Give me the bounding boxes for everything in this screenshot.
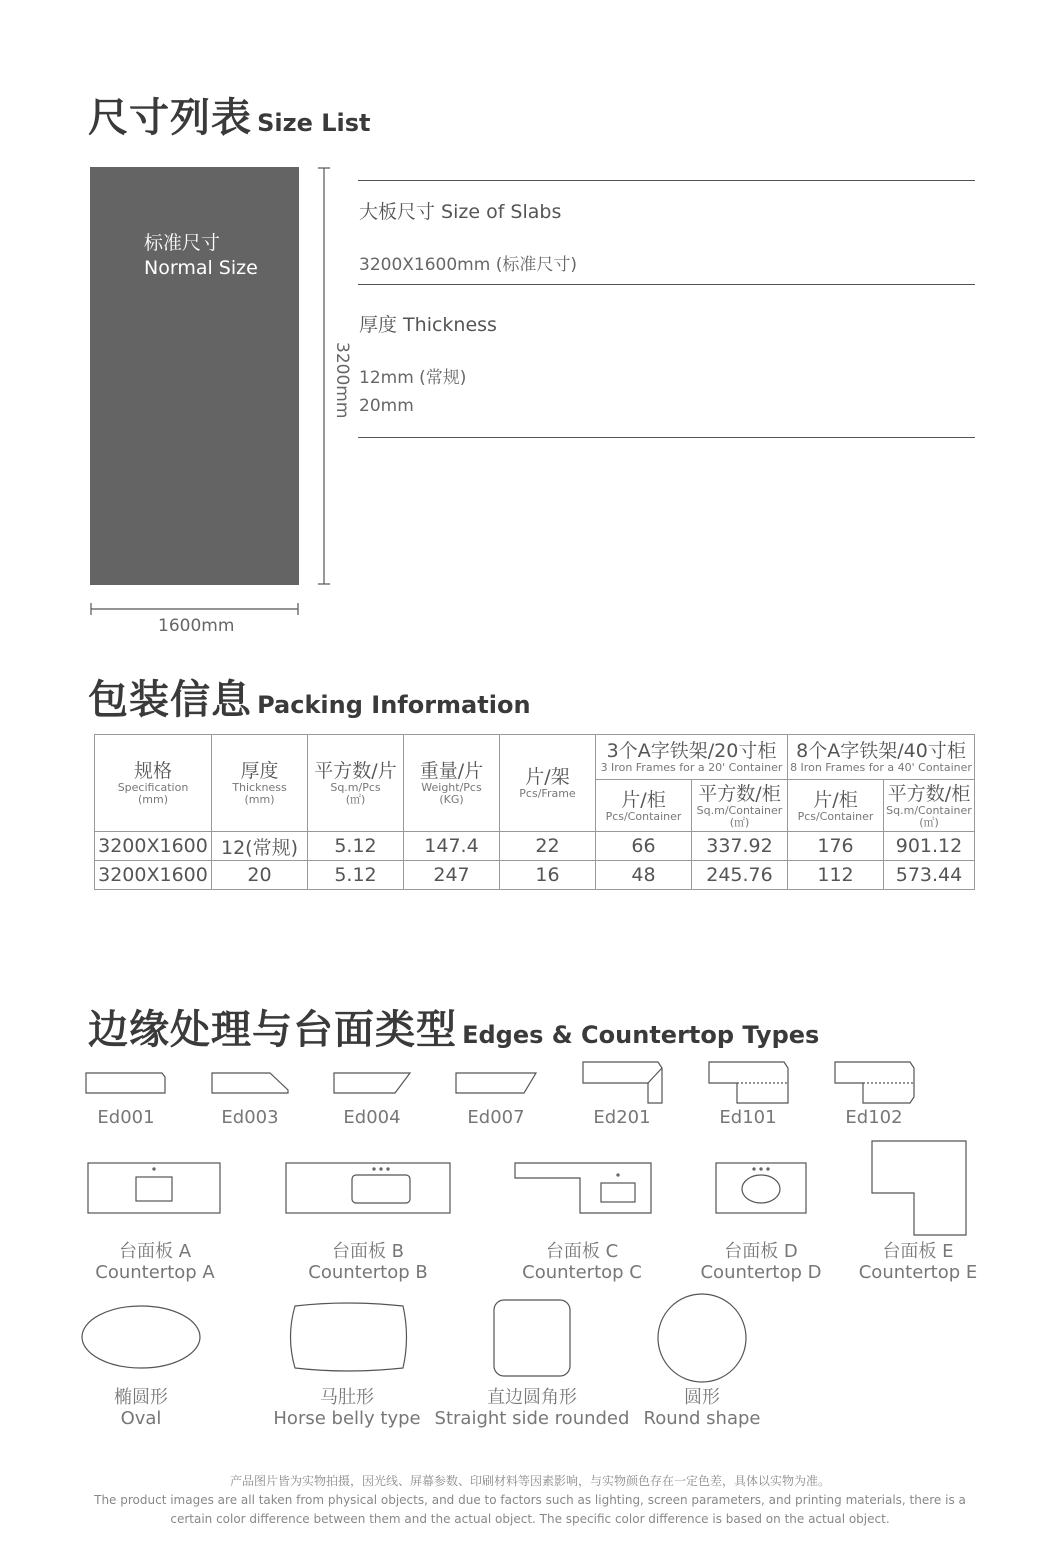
- table-cell: 片/架 Pcs/Frame: [500, 735, 596, 832]
- slab-label-cn: 标准尺寸: [144, 232, 221, 254]
- heading-cn: 边缘处理与台面类型: [88, 1007, 457, 1053]
- edge-code: Ed004: [343, 1107, 401, 1128]
- table-cell: 66: [596, 832, 692, 861]
- shape-label: 圆形 Round shape: [643, 1387, 761, 1429]
- table-cell: 8个A字铁架/40寸柜 8 Iron Frames for a 40' Container: [788, 735, 975, 780]
- table-cell: 规格 Specification (mm): [95, 735, 212, 832]
- heading-cn: 尺寸列表: [88, 95, 252, 141]
- heading-en: Edges & Countertop Types: [462, 1021, 820, 1049]
- edge-code: Ed201: [593, 1107, 651, 1128]
- table-cell: 48: [596, 861, 692, 890]
- table-cell: 3个A字铁架/20寸柜 3 Iron Frames for a 20' Container: [596, 735, 788, 780]
- table-cell: 337.92: [692, 832, 788, 861]
- table-cell: 重量/片 Weight/Pcs (KG): [404, 735, 500, 832]
- packing-table: [94, 734, 975, 890]
- table-cell: 147.4: [404, 832, 500, 861]
- table-cell: 112: [788, 861, 884, 890]
- table-cell: 平方数/片 Sq.m/Pcs (㎡): [308, 735, 404, 832]
- table-cell: 176: [788, 832, 884, 861]
- shape-label: 马肚形 Horse belly type: [273, 1387, 421, 1429]
- table-cell: 3200X1600: [95, 832, 212, 861]
- edge-code: Ed101: [719, 1107, 777, 1128]
- shape-label: 椭圆形 Oval: [114, 1387, 168, 1429]
- packing-heading: [88, 668, 531, 725]
- height-dimension: 3200mm: [332, 342, 352, 419]
- edges-heading: [88, 998, 819, 1055]
- slab-preview: [90, 167, 299, 585]
- table-cell: 片/柜 Pcs/Container: [788, 780, 884, 832]
- table-cell: 901.12: [884, 832, 975, 861]
- table-cell: 厚度 Thickness (mm): [212, 735, 308, 832]
- heading-en: Size List: [257, 109, 371, 137]
- table-cell: 12(常规): [212, 832, 308, 861]
- table-row: [95, 832, 975, 861]
- table-cell: 片/柜 Pcs/Container: [596, 780, 692, 832]
- countertop-icons: [0, 0, 1, 1]
- edge-code: Ed003: [221, 1107, 279, 1128]
- table-row: [95, 861, 975, 890]
- thickness-heading: 厚度 Thickness: [359, 314, 497, 336]
- slabs-value: 3200X1600mm (标准尺寸): [359, 255, 577, 275]
- table-cell: 16: [500, 861, 596, 890]
- table-cell: 20: [212, 861, 308, 890]
- table-cell: 245.76: [692, 861, 788, 890]
- table-cell: 平方数/柜 Sq.m/Container (㎡): [884, 780, 975, 832]
- countertop-label: 台面板 C Countertop C: [522, 1241, 642, 1283]
- edge-code: Ed001: [97, 1107, 155, 1128]
- edge-code: Ed007: [467, 1107, 525, 1128]
- thickness-value: 12mm (常规): [359, 368, 467, 388]
- slab-label-en: Normal Size: [144, 257, 258, 279]
- table-cell: 22: [500, 832, 596, 861]
- table-cell: 平方数/柜 Sq.m/Container (㎡): [692, 780, 788, 832]
- table-cell: 247: [404, 861, 500, 890]
- countertop-label: 台面板 D Countertop D: [700, 1241, 822, 1283]
- width-dimension: 1600mm: [158, 616, 235, 636]
- footer-disclaimer: 产品图片皆为实物拍摄，因光线、屏幕参数、印刷材料等因素影响，与实物颜色存在一定色差，具体以实物为准。 The product images are all taken from physical objects, and due to factors such as lighting, screen parameters, and printing materials, there is a certain color difference between them and the actual object. The specific color difference is based on the actual object.: [94, 1474, 966, 1526]
- table-cell: 3200X1600: [95, 861, 212, 890]
- edge-code: Ed102: [845, 1107, 903, 1128]
- heading-en: Packing Information: [257, 691, 531, 719]
- size-list-heading: [88, 86, 370, 143]
- table-cell: 5.12: [308, 861, 404, 890]
- heading-cn: 包装信息: [88, 677, 252, 723]
- countertop-label: 台面板 B Countertop B: [308, 1241, 428, 1283]
- countertop-label: 台面板 A Countertop A: [95, 1241, 215, 1283]
- table-cell: 573.44: [884, 861, 975, 890]
- table-cell: 5.12: [308, 832, 404, 861]
- thickness-value: 20mm: [359, 396, 414, 416]
- shape-label: 直边圆角形 Straight side rounded: [434, 1387, 630, 1429]
- slabs-heading: 大板尺寸 Size of Slabs: [359, 201, 562, 223]
- countertop-label: 台面板 E Countertop E: [858, 1241, 978, 1283]
